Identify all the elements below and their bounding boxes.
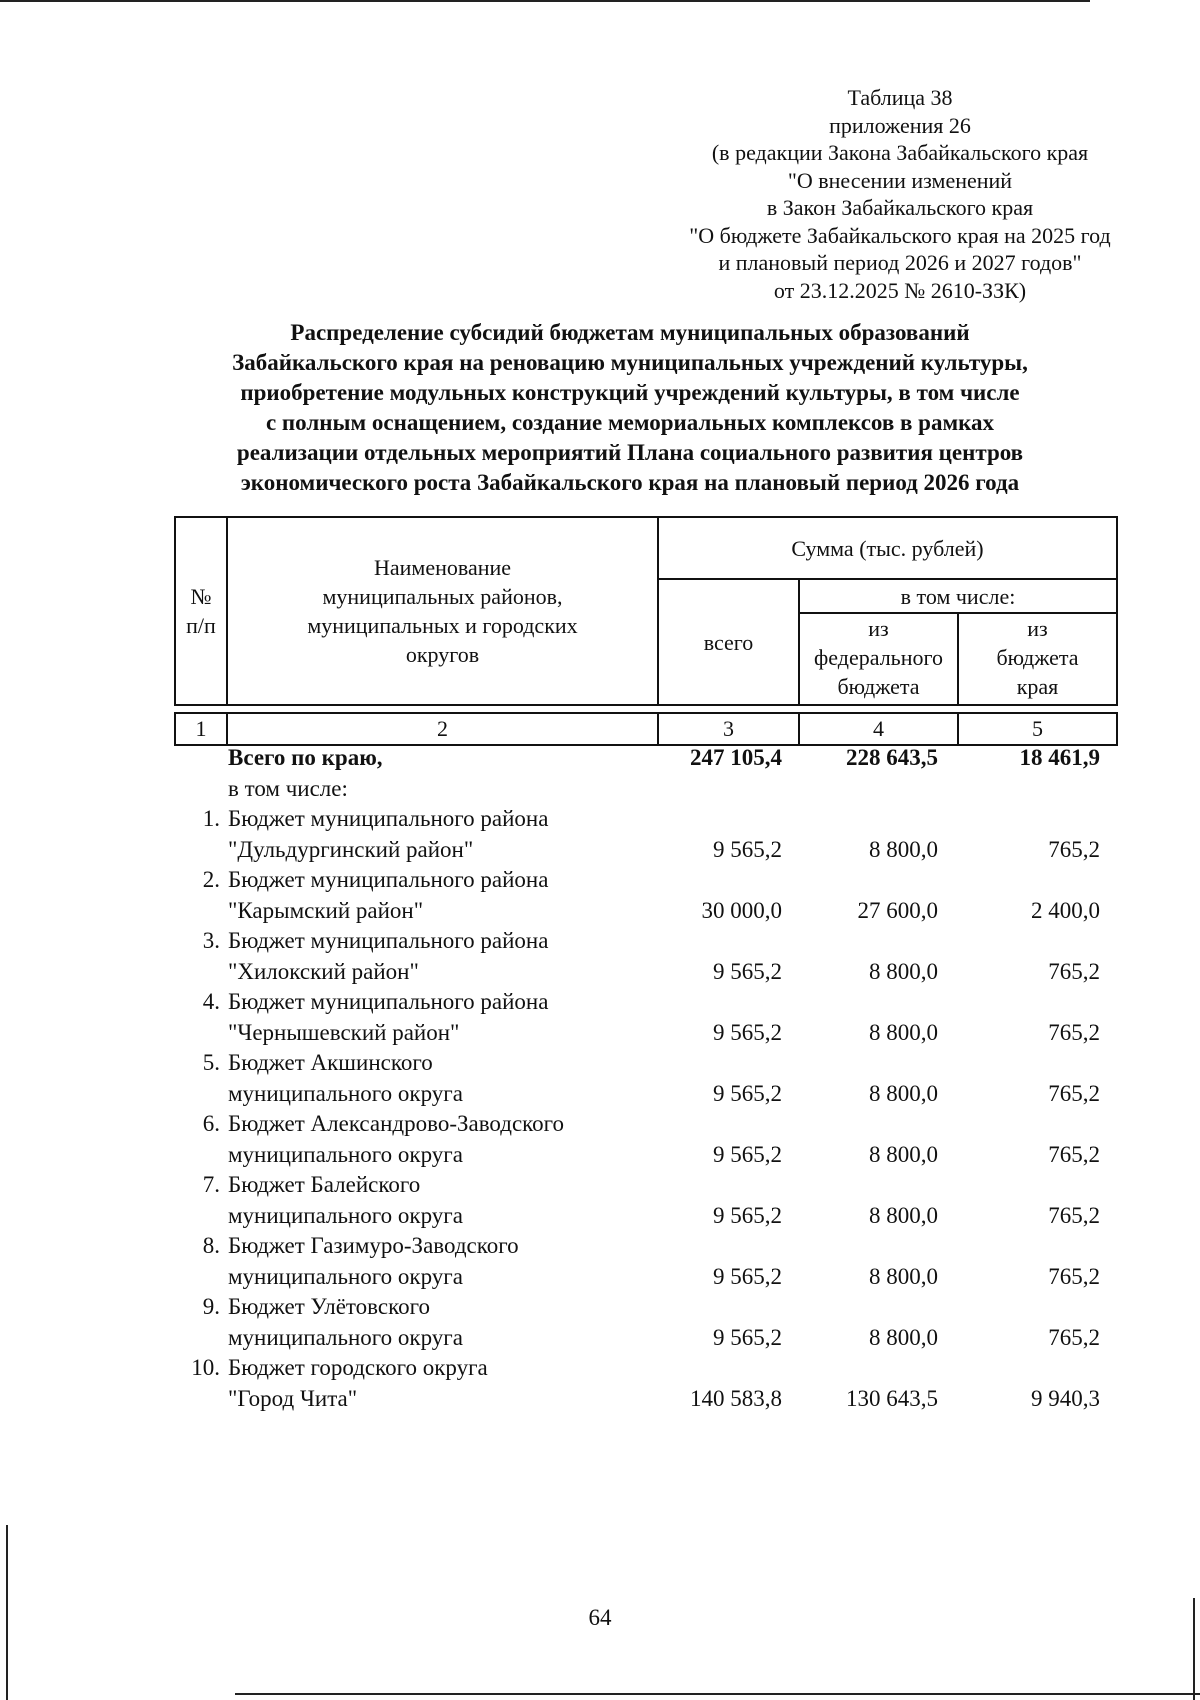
row-name-line: муниципального округа	[228, 1324, 463, 1350]
row-name	[226, 1048, 640, 1109]
row-total: 9 565,2	[713, 1141, 782, 1167]
row-name	[226, 1353, 640, 1414]
row-federal: 8 800,0	[869, 836, 938, 862]
col-header-total: всего	[658, 579, 799, 705]
row-federal: 130 643,5	[846, 1385, 938, 1411]
scan-mark-right	[1193, 1598, 1195, 1700]
appendix-header	[660, 84, 1140, 304]
col-header-federal: из федерального бюджета	[799, 613, 958, 705]
page-number: 64	[588, 1605, 612, 1630]
table-header	[174, 516, 1118, 746]
row-number: 3.	[202, 928, 220, 953]
row-total: 9 565,2	[713, 958, 782, 984]
row-regional: 765,2	[1048, 1080, 1100, 1106]
row-name	[226, 1109, 640, 1170]
scan-mark-left	[6, 1525, 8, 1700]
row-number: 1.	[202, 806, 220, 831]
col-number: 4	[799, 713, 958, 745]
row-federal: 8 800,0	[869, 1080, 938, 1106]
document-title	[150, 318, 1110, 498]
row-number: 6.	[202, 1111, 220, 1136]
row-regional: 765,2	[1048, 836, 1100, 862]
title-line: приобретение модульных конструкций учреждений культуры, в том числе	[240, 380, 1020, 405]
row-number: 2.	[202, 867, 220, 892]
row-name-line: Бюджет муниципального района	[228, 806, 549, 831]
row-number: 5.	[202, 1050, 220, 1075]
row-federal: 8 800,0	[869, 1202, 938, 1228]
row-name-line: муниципального округа	[228, 1263, 463, 1289]
row-federal: 8 800,0	[869, 1141, 938, 1167]
row-name-line: "Дульдургинский район"	[228, 836, 474, 862]
row-federal: 27 600,0	[857, 897, 938, 923]
header-line: и плановый период 2026 и 2027 годов"	[718, 250, 1082, 275]
row-regional: 765,2	[1048, 1141, 1100, 1167]
table-row	[174, 865, 1116, 926]
row-name	[226, 926, 640, 987]
col-header-sum: Сумма (тыс. рублей)	[658, 517, 1117, 579]
total-regional: 18 461,9	[1019, 745, 1100, 770]
row-regional: 765,2	[1048, 958, 1100, 984]
table-row	[174, 1292, 1116, 1353]
row-name-line: Бюджет Акшинского	[228, 1050, 433, 1075]
col-header-including: в том числе:	[799, 579, 1117, 613]
row-regional: 2 400,0	[1031, 897, 1100, 923]
row-name-line: "Город Чита"	[228, 1385, 358, 1411]
row-federal: 8 800,0	[869, 1263, 938, 1289]
row-number: 9.	[202, 1294, 220, 1319]
row-list	[174, 804, 1116, 1414]
col-number: 5	[958, 713, 1117, 745]
row-federal: 8 800,0	[869, 1324, 938, 1350]
scan-border-top	[0, 0, 1090, 2]
title-line: реализации отдельных мероприятий Плана социального развития центров	[236, 440, 1024, 465]
row-total: 30 000,0	[701, 897, 782, 923]
table-row	[174, 987, 1116, 1048]
title-line: с полным оснащением, создание мемориальных комплексов в рамках	[265, 410, 995, 435]
row-name-line: Бюджет муниципального района	[228, 989, 549, 1014]
row-total: 9 565,2	[713, 1019, 782, 1045]
row-name-line: "Хилокский район"	[228, 958, 419, 984]
header-line: Таблица 38	[847, 85, 953, 110]
row-number: 4.	[202, 989, 220, 1014]
row-name-line: Бюджет Газимуро-Заводского	[228, 1233, 519, 1258]
col-header-name: Наименование муниципальных районов, муниципальных и городских округов	[227, 517, 658, 705]
row-name-line: Бюджет Балейского	[228, 1172, 421, 1197]
row-total: 9 565,2	[713, 1324, 782, 1350]
title-line: Забайкальского края на реновацию муниципальных учреждений культуры,	[232, 350, 1028, 375]
col-header-number: № п/п	[175, 517, 227, 705]
table-row	[174, 1231, 1116, 1292]
total-sum: 247 105,4	[690, 745, 782, 770]
header-line: (в редакции Закона Забайкальского края	[711, 140, 1089, 165]
row-name-line: "Карымский район"	[228, 897, 424, 923]
row-name	[226, 804, 640, 865]
table-row	[174, 1109, 1116, 1170]
row-number: 10.	[191, 1355, 220, 1380]
including-label: в том числе:	[228, 775, 348, 801]
total-label: Всего по краю,	[228, 745, 383, 770]
col-number: 2	[227, 713, 658, 745]
row-name-line: "Чернышевский район"	[228, 1019, 460, 1045]
row-total: 9 565,2	[713, 1263, 782, 1289]
col-number: 1	[175, 713, 227, 745]
row-name	[226, 1292, 640, 1353]
table-row	[174, 1353, 1116, 1414]
row-total: 9 565,2	[713, 1080, 782, 1106]
title-line: Распределение субсидий бюджетам муниципальных образований	[290, 320, 970, 345]
row-federal: 8 800,0	[869, 1019, 938, 1045]
row-regional: 765,2	[1048, 1263, 1100, 1289]
header-line: "О бюджете Забайкальского края на 2025 год	[689, 222, 1111, 248]
header-line: приложения 26	[829, 112, 971, 138]
row-name	[226, 865, 640, 926]
row-name-line: Бюджет муниципального района	[228, 867, 549, 892]
row-name-line: Бюджет муниципального района	[228, 928, 549, 953]
row-name-line: Бюджет Александрово-Заводского	[228, 1111, 565, 1136]
header-line: "О внесении изменений	[787, 167, 1013, 193]
table-row-total	[174, 743, 1116, 774]
title-line: экономического роста Забайкальского края на плановый период 2026 года	[240, 470, 1020, 495]
row-name	[226, 1231, 640, 1292]
table-body	[174, 743, 1116, 1414]
table-row	[174, 1170, 1116, 1231]
row-name-line: муниципального округа	[228, 1202, 463, 1228]
total-federal: 228 643,5	[846, 745, 938, 770]
row-name-line: Бюджет Улётовского	[228, 1294, 430, 1319]
row-regional: 9 940,3	[1031, 1385, 1100, 1411]
table-row	[174, 1048, 1116, 1109]
including-row	[174, 774, 1116, 805]
row-name	[226, 1170, 640, 1231]
row-number: 8.	[202, 1233, 220, 1258]
scan-border-bottom	[235, 1693, 1200, 1695]
row-federal: 8 800,0	[869, 958, 938, 984]
row-name-line: муниципального округа	[228, 1141, 463, 1167]
col-header-regional: из бюджета края	[958, 613, 1117, 705]
row-total: 9 565,2	[713, 836, 782, 862]
row-name	[226, 987, 640, 1048]
row-name-line: муниципального округа	[228, 1080, 463, 1106]
header-line: в Закон Забайкальского края	[766, 195, 1034, 220]
row-name-line: Бюджет городского округа	[228, 1355, 488, 1380]
row-regional: 765,2	[1048, 1324, 1100, 1350]
header-line: от 23.12.2025 № 2610-ЗЗК)	[773, 277, 1027, 303]
row-regional: 765,2	[1048, 1019, 1100, 1045]
row-number: 7.	[202, 1172, 220, 1197]
row-total: 9 565,2	[713, 1202, 782, 1228]
table-row	[174, 926, 1116, 987]
row-total: 140 583,8	[690, 1385, 782, 1411]
table-row	[174, 804, 1116, 865]
col-number: 3	[658, 713, 799, 745]
row-regional: 765,2	[1048, 1202, 1100, 1228]
